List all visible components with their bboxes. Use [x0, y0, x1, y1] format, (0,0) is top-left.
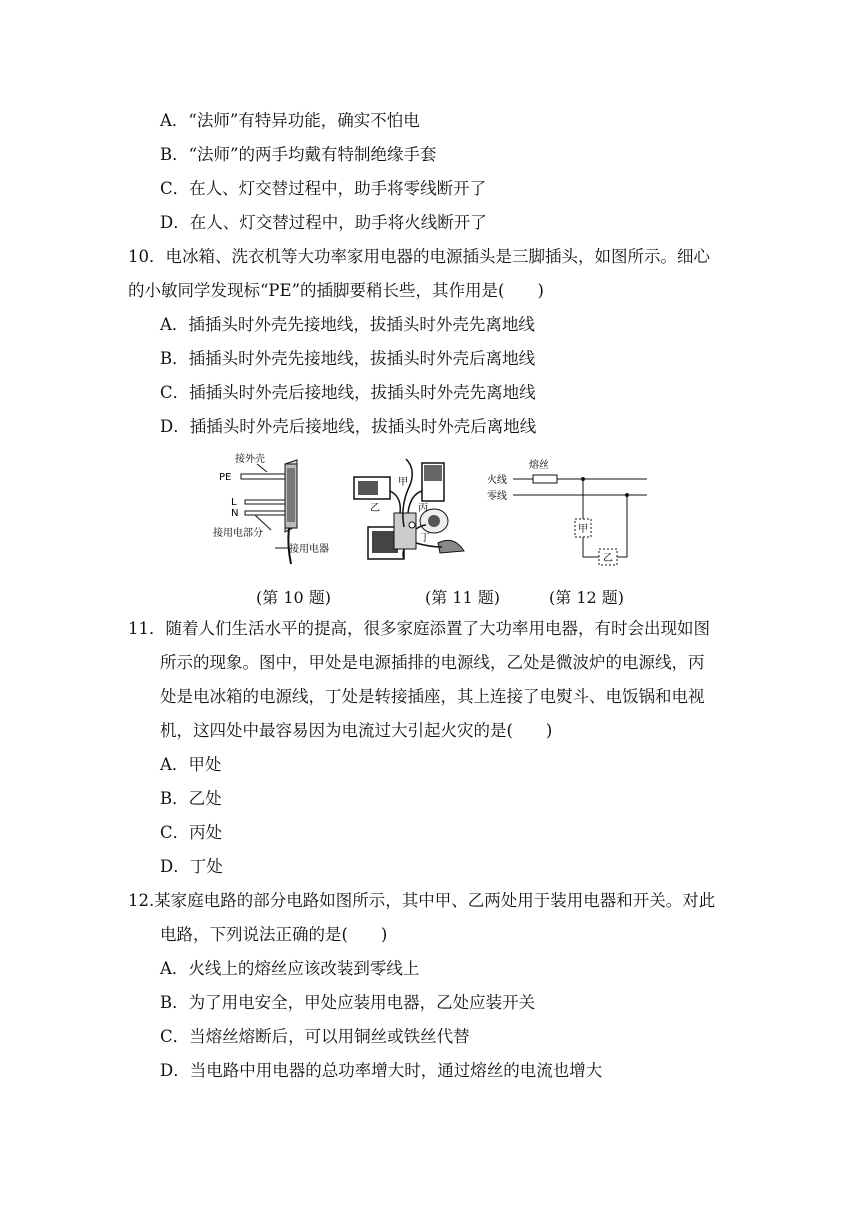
q9-option-a: A．“法师”有特异功能，确实不怕电	[160, 111, 420, 130]
q12-stem-line1: 12.某家庭电路的部分电路如图所示，其中甲、乙两处用于装用电器和开关。对此	[128, 891, 716, 910]
fig11-caption: (第 11 题)	[425, 588, 501, 607]
fig10-label-pe: PE	[219, 472, 232, 483]
q11-option-b: B．乙处	[160, 789, 222, 808]
q9-option-d: D．在人、灯交替过程中，助手将火线断开了	[160, 213, 487, 232]
fig12-label-fuse: 熔丝	[529, 460, 549, 471]
fig10-label-case: 接外壳	[235, 454, 265, 465]
figure-12-circuit	[485, 455, 655, 570]
figure-10-plug	[205, 450, 345, 565]
q12-option-d: D．当电路中用电器的总功率增大时，通过熔丝的电流也增大	[160, 1061, 603, 1080]
fig12-label-jia: 甲	[578, 524, 588, 535]
q12-option-a: A．火线上的熔丝应该改装到零线上	[160, 959, 420, 978]
fig11-label-ding: 丁	[420, 533, 430, 544]
fig10-label-part: 接用电部分	[213, 528, 263, 539]
q11-stem-line1: 11．随着人们生活水平的提高，很多家庭添置了大功率用电器，有时会出现如图	[128, 619, 710, 638]
q11-stem-line4: 机，这四处中最容易因为电流过大引起火灾的是( )	[160, 721, 553, 740]
q11-option-a: A．甲处	[160, 755, 222, 774]
q9-option-b: B．“法师”的两手均戴有特制绝缘手套	[160, 145, 437, 164]
q12-option-b: B．为了用电安全，甲处应装用电器，乙处应装开关	[160, 993, 536, 1012]
figure-11-overload	[350, 455, 475, 567]
fig12-label-neutral: 零线	[487, 491, 507, 502]
fig10-caption: (第 10 题)	[256, 588, 332, 607]
q11-stem-line3: 处是电冰箱的电源线，丁处是转接插座，其上连接了电熨斗、电饭锅和电视	[160, 687, 705, 706]
q11-option-d: D．丁处	[160, 857, 223, 876]
q11-stem-line2: 所示的现象。图中，甲处是电源插排的电源线，乙处是微波炉的电源线，丙	[160, 653, 705, 672]
q12-stem-line2: 电路，下列说法正确的是( )	[160, 925, 388, 944]
fig11-label-jia: 甲	[398, 477, 408, 488]
fig10-label-appliance: 接用电器	[289, 544, 329, 555]
q9-option-c: C．在人、灯交替过程中，助手将零线断开了	[160, 179, 487, 198]
fig12-label-live: 火线	[487, 475, 507, 486]
q10-stem-line1: 10．电冰箱、洗衣机等大功率家用电器的电源插头是三脚插头，如图所示。细心	[128, 247, 710, 266]
q11-option-c: C．丙处	[160, 823, 223, 842]
fig11-label-yi: 乙	[370, 503, 380, 514]
q10-option-b: B．插插头时外壳先接地线，拔插头时外壳后离地线	[160, 349, 536, 368]
q10-option-c: C．插插头时外壳后接地线，拔插头时外壳先离地线	[160, 383, 536, 402]
fig10-label-l: L	[231, 497, 237, 508]
q10-option-a: A．插插头时外壳先接地线，拔插头时外壳先离地线	[160, 315, 535, 334]
fig11-label-bing: 丙	[418, 503, 428, 514]
q10-option-d: D．插插头时外壳后接地线，拔插头时外壳后离地线	[160, 417, 537, 436]
fig10-label-n: N	[231, 508, 239, 519]
q12-option-c: C．当熔丝熔断后，可以用铜丝或铁丝代替	[160, 1027, 470, 1046]
fig12-caption: (第 12 题)	[549, 588, 625, 607]
fig12-label-yi: 乙	[603, 553, 613, 564]
q10-stem-line2: 的小敏同学发现标“PE”的插脚要稍长些，其作用是( )	[128, 281, 544, 300]
